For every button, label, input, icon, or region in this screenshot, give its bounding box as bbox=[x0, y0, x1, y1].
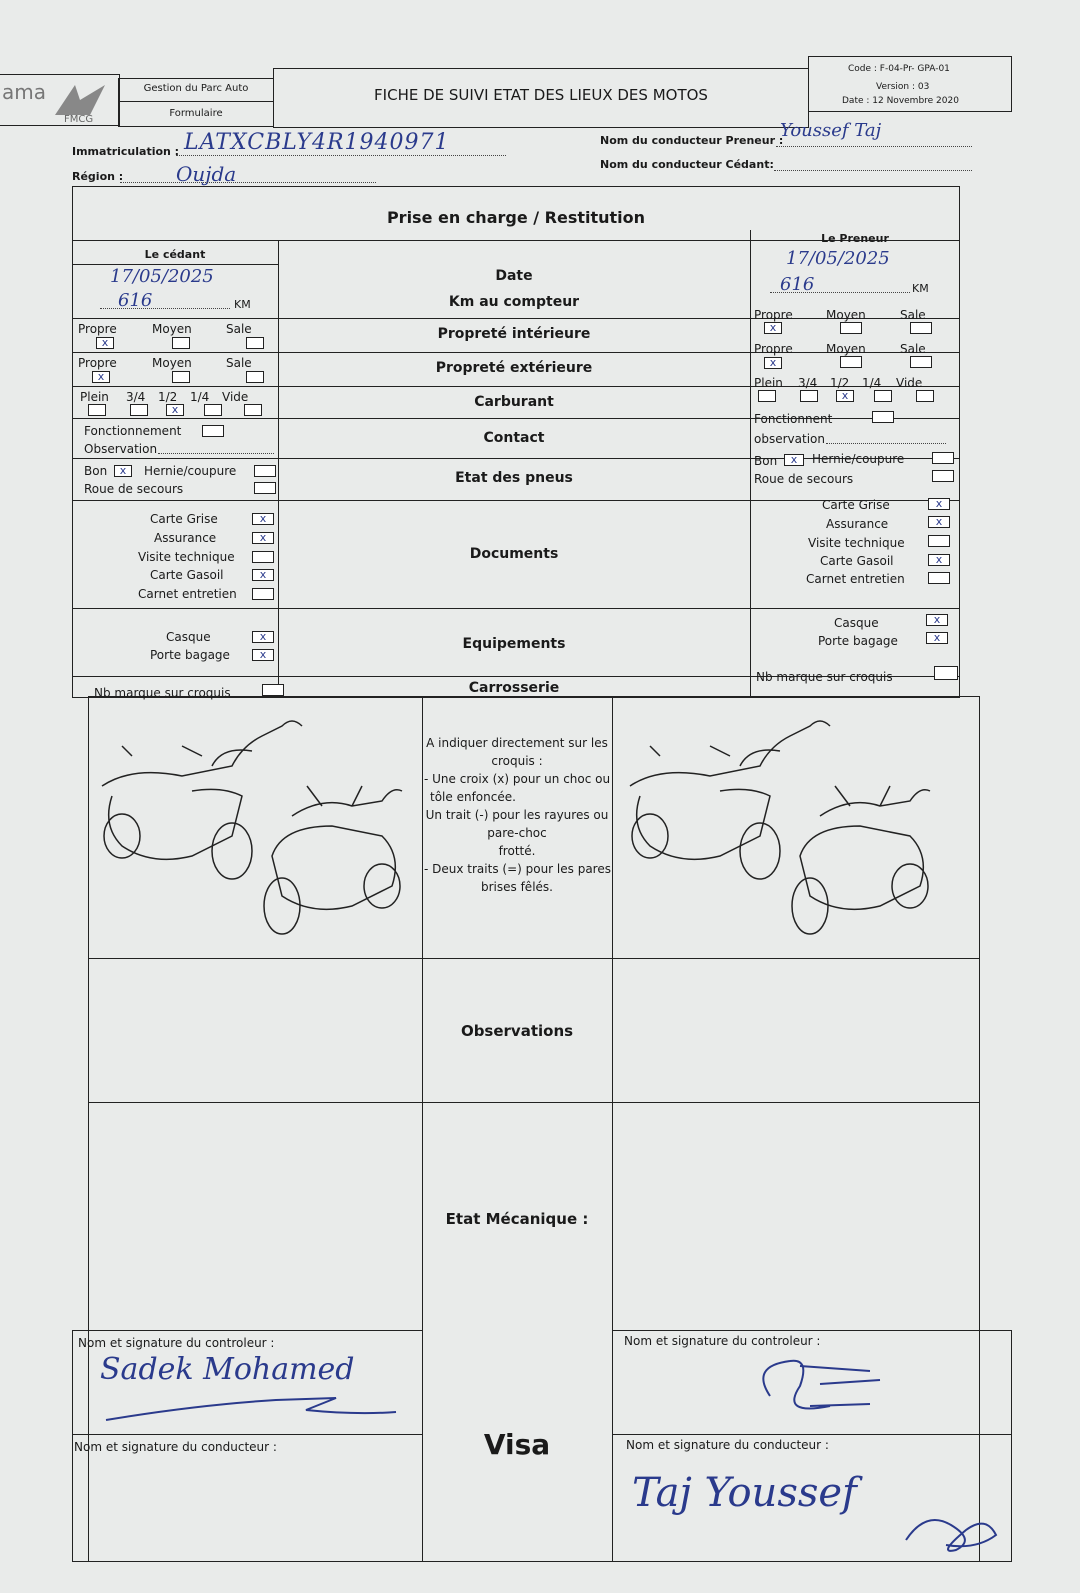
preneur-q14: 1/4 bbox=[862, 376, 882, 390]
signature-underline-icon bbox=[96, 1390, 406, 1430]
cedant-plein: Plein bbox=[80, 390, 109, 404]
cedant-q14: 1/4 bbox=[190, 390, 210, 404]
scooter-left-sketch bbox=[92, 706, 412, 954]
preneur-propre-int-checkbox[interactable]: x bbox=[764, 322, 782, 334]
instr-7: frotté. bbox=[498, 844, 536, 858]
controleur-right-label: Nom et signature du controleur : bbox=[624, 1334, 821, 1348]
code-label: Code : F-04-Pr- GPA-01 bbox=[848, 64, 950, 74]
preneur-sale-int-checkbox[interactable] bbox=[910, 322, 932, 334]
preneur-propre-ext: Propre bbox=[754, 342, 793, 356]
conducteur-left-label: Nom et signature du conducteur : bbox=[74, 1440, 277, 1454]
cedant-doc-2: Visite technique bbox=[138, 550, 235, 564]
preneur-vide: Vide bbox=[896, 376, 923, 390]
cedant-fonctionnement-checkbox[interactable] bbox=[202, 425, 224, 437]
instr-4: tôle enfoncée. bbox=[430, 790, 516, 804]
signature-controleur-left: Sadek Mohamed bbox=[100, 1352, 355, 1387]
table-title: Prise en charge / Restitution bbox=[386, 208, 646, 227]
preneur-plein: Plein bbox=[754, 376, 783, 390]
cedant-q34: 3/4 bbox=[126, 390, 146, 404]
instr-5: Un trait (-) pour les rayures ou bbox=[425, 808, 609, 822]
cedant-propre-ext-checkbox[interactable]: x bbox=[92, 371, 110, 383]
preneur-date[interactable]: 17/05/2025 bbox=[786, 248, 890, 269]
cedant-doc-4: Carnet entretien bbox=[138, 587, 237, 601]
preneur-doc-4-checkbox[interactable] bbox=[928, 572, 950, 584]
cedant-porte-bagage: Porte bagage bbox=[150, 648, 230, 662]
preneur-bon: Bon bbox=[754, 454, 778, 468]
cedant-q14-checkbox[interactable] bbox=[204, 404, 222, 416]
cedant-sale-int: Sale bbox=[226, 322, 252, 336]
cedant-km-unit: KM bbox=[234, 298, 251, 311]
cedant-propre-ext: Propre bbox=[78, 356, 117, 370]
row-km: Km au compteur bbox=[448, 294, 580, 310]
dept-label: Gestion du Parc Auto bbox=[143, 83, 249, 94]
cedant-date[interactable]: 17/05/2025 bbox=[110, 266, 214, 287]
preneur-nb-marque-box[interactable] bbox=[934, 666, 958, 680]
preneur-value: Youssef Taj bbox=[780, 120, 882, 141]
logo-sub: FMCG bbox=[64, 114, 94, 125]
visa-label: Visa bbox=[483, 1428, 551, 1461]
cedant-sale-ext: Sale bbox=[226, 356, 252, 370]
row-documents: Documents bbox=[469, 546, 559, 562]
preneur-propre-ext-checkbox[interactable]: x bbox=[764, 357, 782, 369]
controleur-left-label: Nom et signature du controleur : bbox=[78, 1336, 275, 1350]
preneur-moyen-int: Moyen bbox=[826, 308, 866, 322]
date-label: Date : 12 Novembre 2020 bbox=[842, 96, 959, 106]
row-date: Date bbox=[495, 268, 533, 284]
cedant-hernie-checkbox[interactable] bbox=[254, 465, 276, 477]
cedant-bon-checkbox[interactable]: x bbox=[114, 465, 132, 477]
preneur-nb-marque: Nb marque sur croquis bbox=[756, 670, 893, 684]
row-contact: Contact bbox=[483, 430, 545, 446]
preneur-q34-checkbox[interactable] bbox=[800, 390, 818, 402]
page-title: FICHE DE SUIVI ETAT DES LIEUX DES MOTOS bbox=[374, 86, 708, 104]
cedant-label: Nom du conducteur Cédant: bbox=[600, 158, 774, 171]
preneur-doc-3: Carte Gasoil bbox=[820, 554, 894, 568]
cedant-casque: Casque bbox=[166, 630, 211, 644]
cedant-doc-0-checkbox[interactable]: x bbox=[252, 513, 274, 525]
conducteur-right-label: Nom et signature du conducteur : bbox=[626, 1438, 829, 1452]
cedant-bon: Bon bbox=[84, 464, 108, 478]
preneur-moyen-int-checkbox[interactable] bbox=[840, 322, 862, 334]
cedant-roue: Roue de secours bbox=[84, 482, 184, 496]
region-label: Région : bbox=[72, 170, 124, 183]
preneur-casque-checkbox[interactable]: x bbox=[926, 614, 948, 626]
instr-3: - Une croix (x) pour un choc ou bbox=[424, 772, 611, 786]
immat-label: Immatriculation : bbox=[72, 145, 180, 158]
signature-controleur-right-icon bbox=[740, 1346, 890, 1426]
instr-2: croquis : bbox=[491, 754, 543, 768]
preneur-roue: Roue de secours bbox=[754, 472, 854, 486]
cedant-casque-checkbox[interactable]: x bbox=[252, 631, 274, 643]
preneur-hernie-checkbox[interactable] bbox=[932, 452, 954, 464]
cedant-moyen-ext: Moyen bbox=[152, 356, 192, 370]
cedant-vide: Vide bbox=[222, 390, 249, 404]
cedant-plein-checkbox[interactable] bbox=[88, 404, 106, 416]
cedant-doc-1-checkbox[interactable]: x bbox=[252, 532, 274, 544]
preneur-plein-checkbox[interactable] bbox=[758, 390, 776, 402]
cedant-nb-marque-box[interactable] bbox=[262, 684, 284, 696]
preneur-casque: Casque bbox=[834, 616, 879, 630]
cedant-propre-int-checkbox[interactable]: x bbox=[96, 337, 114, 349]
preneur-q34: 3/4 bbox=[798, 376, 818, 390]
logo: ama bbox=[2, 80, 46, 104]
preneur-doc-4: Carnet entretien bbox=[806, 572, 905, 586]
etat-meca-label: Etat Mécanique : bbox=[445, 1210, 589, 1228]
cedant-moyen-int: Moyen bbox=[152, 322, 192, 336]
preneur-moyen-ext-checkbox[interactable] bbox=[840, 356, 862, 368]
cedant-roue-checkbox[interactable] bbox=[254, 482, 276, 494]
cedant-fonctionnement: Fonctionnement bbox=[84, 424, 182, 438]
preneur-vide-checkbox[interactable] bbox=[916, 390, 934, 402]
preneur-doc-0: Carte Grise bbox=[822, 498, 890, 512]
cedant-hernie: Hernie/coupure bbox=[144, 464, 237, 478]
signature-conducteur-right: Taj Youssef bbox=[632, 1470, 857, 1516]
preneur-doc-1: Assurance bbox=[826, 517, 889, 531]
preneur-km-unit: KM bbox=[912, 282, 929, 295]
row-prop-int: Propreté intérieure bbox=[437, 326, 591, 342]
preneur-doc-2: Visite technique bbox=[808, 536, 905, 550]
row-equipements: Equipements bbox=[462, 636, 566, 652]
preneur-label: Nom du conducteur Preneur : bbox=[600, 134, 784, 147]
region-value: Oujda bbox=[176, 162, 237, 186]
cedant-sale-int-checkbox[interactable] bbox=[246, 337, 264, 349]
preneur-doc-0-checkbox[interactable]: x bbox=[928, 498, 950, 510]
preneur-header: Le Preneur bbox=[821, 232, 889, 245]
cedant-porte-bagage-checkbox[interactable]: x bbox=[252, 649, 274, 661]
preneur-fonctionnement: Fonctionnent bbox=[754, 412, 833, 426]
row-pneus: Etat des pneus bbox=[455, 470, 573, 486]
cedant-vide-checkbox[interactable] bbox=[244, 404, 262, 416]
preneur-q12: 1/2 bbox=[830, 376, 850, 390]
preneur-doc-3-checkbox[interactable]: x bbox=[928, 554, 950, 566]
cedant-observation: Observation bbox=[84, 442, 158, 456]
instr-1: A indiquer directement sur les bbox=[426, 736, 608, 750]
cedant-q12-checkbox[interactable]: x bbox=[166, 404, 184, 416]
preneur-moyen-ext: Moyen bbox=[826, 342, 866, 356]
row-carrosserie: Carrosserie bbox=[468, 680, 560, 696]
scooter-right-sketch bbox=[620, 706, 940, 954]
cedant-moyen-ext-checkbox[interactable] bbox=[172, 371, 190, 383]
signature-scribble-icon bbox=[896, 1500, 1006, 1560]
instr-8: - Deux traits (=) pour les pares bbox=[424, 862, 611, 876]
row-carburant: Carburant bbox=[474, 394, 554, 410]
preneur-sale-ext: Sale bbox=[900, 342, 926, 356]
cedant-header: Le cédant bbox=[144, 248, 206, 261]
cedant-sale-ext-checkbox[interactable] bbox=[246, 371, 264, 383]
cedant-propre-int: Propre bbox=[78, 322, 117, 336]
preneur-porte-bagage-checkbox[interactable]: x bbox=[926, 632, 948, 644]
observations-label: Observations bbox=[460, 1022, 574, 1040]
preneur-km[interactable]: 616 bbox=[780, 274, 815, 295]
preneur-hernie: Hernie/coupure bbox=[812, 452, 905, 466]
cedant-q12: 1/2 bbox=[158, 390, 178, 404]
cedant-doc-2-checkbox[interactable] bbox=[252, 551, 274, 563]
instr-9: brises fêlés. bbox=[481, 880, 553, 894]
preneur-sale-int: Sale bbox=[900, 308, 926, 322]
cedant-doc-0: Carte Grise bbox=[150, 512, 218, 526]
preneur-propre-int: Propre bbox=[754, 308, 793, 322]
cedant-moyen-int-checkbox[interactable] bbox=[172, 337, 190, 349]
cedant-q34-checkbox[interactable] bbox=[130, 404, 148, 416]
cedant-doc-4-checkbox[interactable] bbox=[252, 588, 274, 600]
version-label: Version : 03 bbox=[876, 82, 930, 92]
cedant-km[interactable]: 616 bbox=[118, 290, 153, 311]
preneur-observation: observation bbox=[754, 432, 825, 446]
cedant-doc-1: Assurance bbox=[154, 531, 217, 545]
preneur-bon-checkbox[interactable]: x bbox=[784, 454, 804, 466]
preneur-doc-1-checkbox[interactable]: x bbox=[928, 516, 950, 528]
cedant-nb-marque: Nb marque sur croquis bbox=[94, 686, 231, 700]
row-prop-ext: Propreté extérieure bbox=[435, 360, 593, 376]
preneur-porte-bagage: Porte bagage bbox=[818, 634, 898, 648]
instr-6: pare-choc bbox=[487, 826, 547, 840]
preneur-sale-ext-checkbox[interactable] bbox=[910, 356, 932, 368]
cedant-doc-3-checkbox[interactable]: x bbox=[252, 569, 274, 581]
immat-value: LATXCBLY4R1940971 bbox=[184, 130, 450, 155]
preneur-roue-checkbox[interactable] bbox=[932, 470, 954, 482]
preneur-q12-checkbox[interactable]: x bbox=[836, 390, 854, 402]
preneur-fonctionnement-checkbox[interactable] bbox=[872, 411, 894, 423]
preneur-doc-2-checkbox[interactable] bbox=[928, 535, 950, 547]
preneur-q14-checkbox[interactable] bbox=[874, 390, 892, 402]
cedant-doc-3: Carte Gasoil bbox=[150, 568, 224, 582]
doc-type-label: Formulaire bbox=[169, 108, 223, 119]
